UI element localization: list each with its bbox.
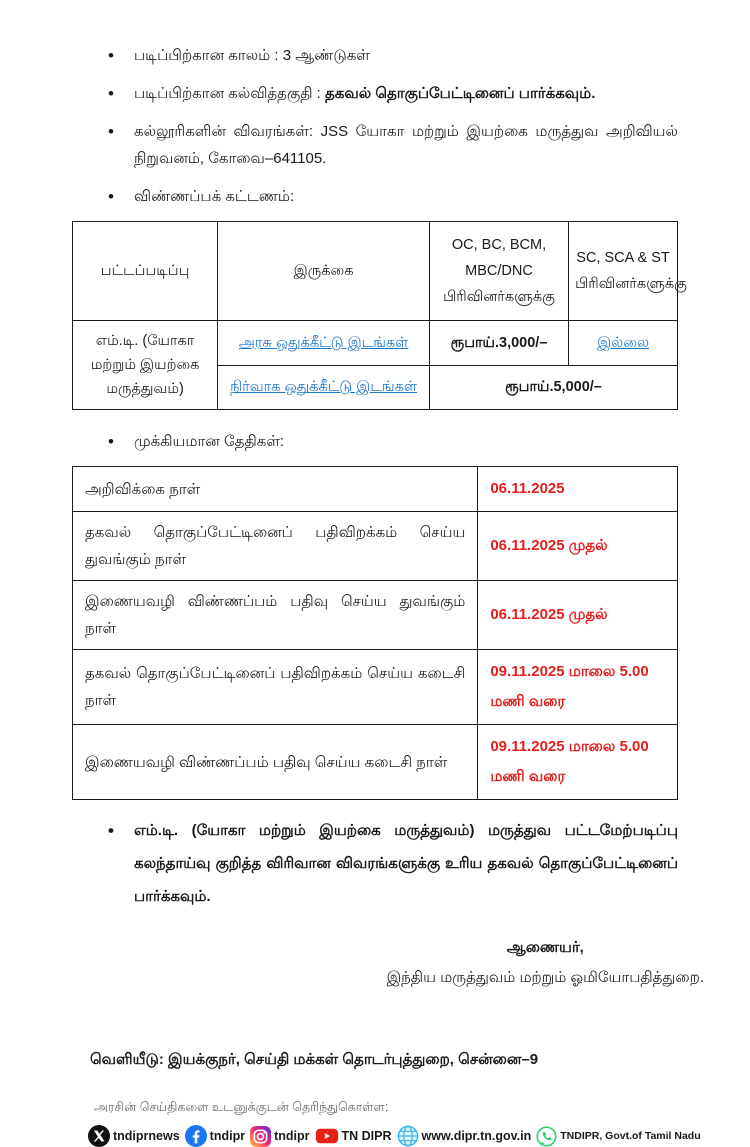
dates-heading-list [72, 428, 678, 455]
signatory-department: இந்திய மருத்துவம் மற்றும் ஓமியோபதித்துறை. [386, 969, 704, 986]
date-label: தகவல் தொகுப்பேட்டினைப் பதிவிறக்கம் செய்ய துவங்கும் நாள் [73, 512, 478, 581]
signature-block [387, 933, 704, 993]
website-url: www.dipr.tn.gov.in [421, 1129, 532, 1143]
instagram-handle: tndipr [274, 1129, 310, 1143]
management-fee: ரூபாய்.5,000/– [429, 365, 677, 410]
government-oc-fee: ரூபாய்.3,000/– [429, 321, 568, 366]
whatsapp-handle: TNDIPR, Govt.of Tamil Nadu [560, 1130, 701, 1142]
bullet-college-details: • கல்லூரிகளின் விவரங்கள்: JSS யோகா மற்றும் இயற்கை மருத்துவ அறிவியல் நிறுவனம், கோவை–641105. [72, 118, 678, 172]
x-handle: tndiprnews [113, 1129, 180, 1143]
social-instagram[interactable] [250, 1126, 309, 1147]
date-value: 06.11.2025 [478, 467, 678, 512]
signatory-title: ஆணையர், [506, 939, 584, 956]
closing-note-list [72, 814, 678, 913]
qualification-prefix: படிப்பிற்கான கல்வித்தகுதி : [134, 85, 325, 102]
instagram-icon [250, 1126, 271, 1147]
qualification-note: தகவல் தொகுப்பேட்டினைப் பார்க்கவும். [325, 85, 596, 102]
government-seat-cell [218, 321, 430, 366]
fee-row-government [73, 321, 678, 366]
facebook-handle: tndipr [209, 1129, 246, 1143]
bullet-qualification [72, 80, 678, 107]
important-dates-table [72, 466, 678, 800]
date-label: இணையவழி விண்ணப்பம் பதிவு செய்ய கடைசி நாள் [73, 725, 478, 800]
fee-table-header-row [73, 222, 678, 321]
facebook-icon [185, 1125, 207, 1147]
date-row-prospectus-end [73, 650, 678, 725]
date-label: தகவல் தொகுப்பேட்டினைப் பதிவிறக்கம் செய்ய கடைசி நாள் [73, 650, 478, 725]
date-row-online-end [73, 725, 678, 800]
globe-icon [397, 1125, 419, 1147]
bullet-closing-note: • எம்.டி. (யோகா மற்றும் இயற்கை மருத்துவம்) மருத்துவ பட்டமேற்படிப்பு கலந்தாய்வு குறித்த விரிவான விவரங்களுக்கு உரிய தகவல் தொகுப்பேட்டினைப் பார்க்கவும். [72, 814, 678, 913]
management-quota-link[interactable]: நிர்வாக ஒதுக்கீட்டு இடங்கள் [230, 379, 417, 396]
date-label: இணையவழி விண்ணப்பம் பதிவு செய்ய துவங்கும் நாள் [73, 581, 478, 650]
youtube-handle: TN DIPR [341, 1129, 392, 1143]
social-media-row [88, 1125, 701, 1147]
date-value: 09.11.2025 மாலை 5.00 மணி வரை [478, 725, 678, 800]
bullet-course-duration: • படிப்பிற்கான காலம் : 3 ஆண்டுகள் [72, 42, 678, 69]
date-value: 06.11.2025 முதல் [478, 512, 678, 581]
date-value: 09.11.2025 மாலை 5.00 மணி வரை [478, 650, 678, 725]
x-twitter-icon [88, 1125, 110, 1147]
youtube-icon [315, 1126, 339, 1146]
bullet-application-fee-heading: • விண்ணப்பக் கட்டணம்: [72, 183, 678, 210]
government-quota-link[interactable]: அரசு ஒதுக்கீட்டு இடங்கள் [238, 334, 409, 351]
application-fee-table [72, 221, 687, 410]
date-row-online-start [73, 581, 678, 650]
publisher-line: வெளியீடு: இயக்குநர், செய்தி மக்கள் தொடர்புத்துறை, சென்னை–9 [90, 1051, 539, 1068]
social-x[interactable] [88, 1125, 180, 1147]
header-degree: பட்டப்படிப்பு [73, 222, 218, 321]
bullet-important-dates-heading: • முக்கியமான தேதிகள்: [72, 428, 678, 455]
footer-tagline: அரசின் செய்திகளை உடனுக்குடன் தெரிந்துகொள்ள: [94, 1100, 389, 1114]
whatsapp-icon [536, 1126, 557, 1147]
social-whatsapp[interactable] [536, 1126, 700, 1147]
sc-fee-nil-link[interactable]: இல்லை [597, 334, 649, 351]
date-row-prospectus-start [73, 512, 678, 581]
date-row-announcement [73, 467, 678, 512]
header-seat: இருக்கை [218, 222, 430, 321]
header-oc-group: OC, BC, BCM, MBC/DNC பிரிவினர்களுக்கு [429, 222, 568, 321]
social-website[interactable] [397, 1125, 532, 1147]
social-youtube[interactable] [315, 1126, 392, 1146]
degree-cell: எம்.டி. (யோகா மற்றும் இயற்கை மருத்துவம்) [73, 321, 218, 410]
date-label: அறிவிக்கை நாள் [73, 467, 478, 512]
header-sc-group: SC, SCA & ST பிரிவினர்களுக்கு [569, 222, 678, 321]
government-sc-fee-cell [569, 321, 678, 366]
social-facebook[interactable] [185, 1125, 245, 1147]
management-seat-cell [218, 365, 430, 410]
date-value: 06.11.2025 முதல் [478, 581, 678, 650]
course-info-list [72, 42, 678, 210]
